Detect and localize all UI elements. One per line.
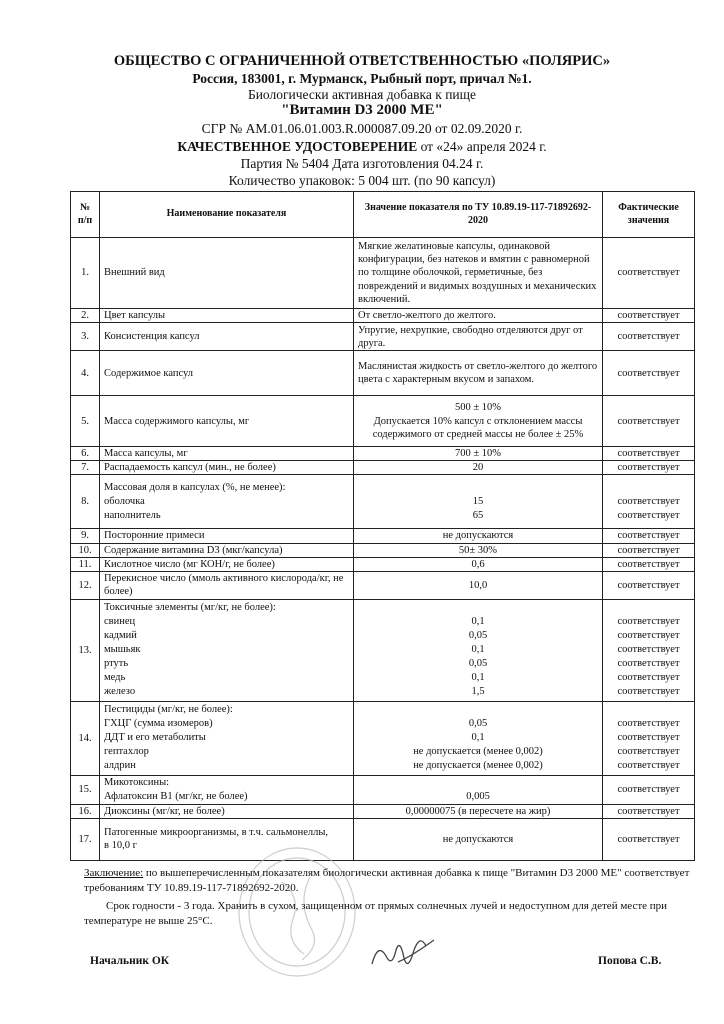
row-name <box>100 701 354 775</box>
row-sub-name: Афлатоксин В1 (мг/кг, не более) <box>104 790 248 802</box>
table-row <box>71 599 695 701</box>
row-actual: соответствует <box>603 571 695 599</box>
header-name: Наименование показателя <box>100 192 354 238</box>
row-actual: соответствует <box>603 323 695 351</box>
row-sub-value: 1,5 <box>471 686 485 698</box>
row-value-main: 500 ± 10% <box>454 402 501 414</box>
row-num: 3. <box>71 323 100 351</box>
table-row <box>71 475 695 529</box>
row-value: 10,0 <box>354 571 603 599</box>
row-sub-actual: соответствует <box>617 718 680 730</box>
row-value <box>354 475 603 529</box>
row-sub-name: кадмий <box>104 630 137 642</box>
row-num: 5. <box>71 396 100 447</box>
row-num: 11. <box>71 557 100 571</box>
row-sub-value: 0,1 <box>471 672 485 684</box>
row-actual: соответствует <box>603 351 695 396</box>
row-sub-name: наполнитель <box>104 509 161 521</box>
header-value: Значение показателя по ТУ 10.89.19-117-71892692-2020 <box>354 192 603 238</box>
row-sub-actual: соответствует <box>617 630 680 642</box>
row-value <box>354 599 603 701</box>
row-num: 4. <box>71 351 100 396</box>
batch-info: Партия № 5404 Дата изготовления 04.24 г. <box>240 156 484 171</box>
row-sub-value: 0,1 <box>471 616 485 628</box>
row-value: не допускаются <box>354 818 603 860</box>
row-sub-value: 0,05 <box>468 658 488 670</box>
row-num: 17. <box>71 818 100 860</box>
table-header-row <box>71 192 695 238</box>
row-num: 14. <box>71 701 100 775</box>
row-value: От светло-желтого до желтого. <box>354 309 603 323</box>
row-name: Масса капсулы, мг <box>100 447 354 461</box>
row-sub-name: мышьяк <box>104 644 141 656</box>
row-sub-name: свинец <box>104 616 136 628</box>
row-name: Посторонние примеси <box>100 529 354 543</box>
row-actual: соответствует <box>603 557 695 571</box>
table-row <box>71 701 695 775</box>
row-sub-actual: соответствует <box>617 672 680 684</box>
row-name <box>100 775 354 804</box>
row-sub-name: гептахлор <box>104 746 149 758</box>
row-value: Мягкие желатиновые капсулы, одинаковой конфигурации, без натеков и вмятин с равномерной по толщине оболочкой, герметичные, без повреждений и видимых воздушных и механических включений. <box>354 238 603 309</box>
table-row <box>71 351 695 396</box>
row-sub-actual: соответствует <box>617 760 680 772</box>
table-row <box>71 818 695 860</box>
sgr-number: СГР № AM.01.06.01.003.R.000087.09.20 от 02.09.2020 г. <box>201 121 523 136</box>
table-row <box>71 461 695 475</box>
table-row <box>71 309 695 323</box>
row-value: Упругие, нехрупкие, свободно отделяются друг от друга. <box>354 323 603 351</box>
row-num: 8. <box>71 475 100 529</box>
row-actual: соответствует <box>603 396 695 447</box>
conclusion-label: Заключение: <box>84 867 144 879</box>
table-row <box>71 571 695 599</box>
row-num: 6. <box>71 447 100 461</box>
row-name-title: Патогенные микроорганизмы, в т.ч. сальмонеллы, <box>104 827 329 839</box>
row-num: 9. <box>71 529 100 543</box>
row-actual: соответствует <box>603 543 695 557</box>
row-sub-name: железо <box>104 686 136 698</box>
row-name: Содержимое капсул <box>100 351 354 396</box>
row-actual: соответствует <box>603 461 695 475</box>
row-sub-value: не допускается (менее 0,002) <box>413 760 543 772</box>
row-sub-actual: соответствует <box>617 658 680 670</box>
row-name-cont: в 10,0 г <box>104 840 137 852</box>
signature <box>368 928 438 978</box>
product-type: Биологически активная добавка к пище <box>247 87 477 102</box>
row-actual: соответствует <box>603 309 695 323</box>
row-name <box>100 599 354 701</box>
table-row <box>71 775 695 804</box>
row-sub-value: 0,1 <box>471 732 485 744</box>
row-num: 1. <box>71 238 100 309</box>
row-actual: соответствует <box>603 775 695 804</box>
row-num: 10. <box>71 543 100 557</box>
org-address: Россия, 183001, г. Мурманск, Рыбный порт, причал №1. <box>192 71 532 86</box>
row-sub-value: 0,1 <box>471 644 485 656</box>
row-value: Маслянистая жидкость от светло-желтого до желтого цвета с характерным вкусом и запахом. <box>354 351 603 396</box>
certificate-date: от «24» апреля 2024 г. <box>417 139 547 154</box>
row-num: 15. <box>71 775 100 804</box>
row-sub-value: не допускается (менее 0,002) <box>413 746 543 758</box>
row-value: 0,00000075 (в пересчете на жир) <box>354 804 603 818</box>
row-name-title: Токсичные элементы (мг/кг, не более): <box>104 602 276 614</box>
row-value <box>354 775 603 804</box>
row-name: Консистенция капсул <box>100 323 354 351</box>
row-name-title: Массовая доля в капсулах (%, не менее): <box>104 481 286 493</box>
certificate-heading: КАЧЕСТВЕННОЕ УДОСТОВЕРЕНИЕ <box>177 139 418 154</box>
row-sub-value: 0,005 <box>466 790 490 802</box>
spec-table <box>70 191 695 861</box>
row-value: 700 ± 10% <box>354 447 603 461</box>
row-sub-name: ртуть <box>104 658 129 670</box>
shelf-life: Срок годности - 3 года. Хранить в сухом, защищенном от прямых солнечных лучей и недоступном для детей месте при температуре не выше 25°C. <box>84 900 668 927</box>
table-row <box>71 396 695 447</box>
row-sub-name: ДДТ и его метаболиты <box>104 732 206 744</box>
row-actual: соответствует <box>603 447 695 461</box>
row-sub-value: 0,05 <box>468 630 488 642</box>
row-sub-value: 0,05 <box>468 718 488 730</box>
row-sub-actual: соответствует <box>617 644 680 656</box>
row-sub-actual: соответствует <box>617 495 680 507</box>
row-actual: соответствует <box>603 529 695 543</box>
row-actual: соответствует <box>603 804 695 818</box>
row-actual <box>603 599 695 701</box>
org-name: ОБЩЕСТВО С ОГРАНИЧЕННОЙ ОТВЕТСТВЕННОСТЬЮ «ПОЛЯРИС» <box>113 53 611 69</box>
row-sub-actual: соответствует <box>617 616 680 628</box>
package-quantity: Количество упаковок: 5 004 шт. (по 90 капсул) <box>228 173 496 188</box>
row-value: не допускаются <box>354 529 603 543</box>
header-actual: Фактические значения <box>603 192 695 238</box>
signatory-name: Попова С.В. <box>598 955 662 967</box>
row-sub-name: оболочка <box>104 495 145 507</box>
row-value: 50± 30% <box>354 543 603 557</box>
row-actual: соответствует <box>603 238 695 309</box>
table-row <box>71 323 695 351</box>
certificate-title <box>0 140 724 154</box>
row-name <box>100 475 354 529</box>
row-sub-name: алдрин <box>104 760 136 772</box>
row-num: 7. <box>71 461 100 475</box>
header-num: № п/п <box>71 192 100 238</box>
table-row <box>71 804 695 818</box>
row-value <box>354 396 603 447</box>
row-name: Внешний вид <box>100 238 354 309</box>
row-sub-name: медь <box>104 672 126 684</box>
row-sub-actual: соответствует <box>617 686 680 698</box>
row-actual <box>603 475 695 529</box>
row-value: 0,6 <box>354 557 603 571</box>
row-value <box>354 701 603 775</box>
row-sub-actual: соответствует <box>617 509 680 521</box>
row-value-note: Допускается 10% капсул с отклонением массы содержимого от средней массы не более ± 25% <box>372 415 584 440</box>
row-name: Содержание витамина D3 (мкг/капсула) <box>100 543 354 557</box>
row-sub-actual: соответствует <box>617 746 680 758</box>
row-sub-value: 65 <box>472 509 484 521</box>
row-name: Перекисное число (ммоль активного кислорода/кг, не более) <box>100 571 354 599</box>
row-num: 2. <box>71 309 100 323</box>
product-name: "Витамин D3 2000 МЕ" <box>281 102 443 118</box>
signatory-title: Начальник ОК <box>90 955 170 967</box>
row-actual: соответствует <box>603 818 695 860</box>
row-name: Распадаемость капсул (мин., не более) <box>100 461 354 475</box>
table-row <box>71 557 695 571</box>
row-name: Кислотное число (мг КОН/г, не более) <box>100 557 354 571</box>
row-num: 13. <box>71 599 100 701</box>
row-num: 16. <box>71 804 100 818</box>
row-name-title: Пестициды (мг/кг, не более): <box>104 704 233 716</box>
table-row <box>71 543 695 557</box>
row-value: 20 <box>354 461 603 475</box>
table-row <box>71 447 695 461</box>
row-sub-value: 15 <box>472 495 484 507</box>
row-name: Диоксины (мг/кг, не более) <box>100 804 354 818</box>
row-name-title: Микотоксины: <box>104 776 170 788</box>
row-sub-actual: соответствует <box>617 732 680 744</box>
row-name: Цвет капсулы <box>100 309 354 323</box>
row-sub-name: ГХЦГ (сумма изомеров) <box>104 718 213 730</box>
conclusion-text: по вышеперечисленным показателям биологически активная добавка к пище "Витамин D3 2000 МЕ" соответствует требованиям ТУ 10.89.19-117-71892692-2020. <box>84 867 690 894</box>
row-name: Масса содержимого капсулы, мг <box>100 396 354 447</box>
table-row <box>71 238 695 309</box>
row-num: 12. <box>71 571 100 599</box>
conclusion <box>84 866 696 896</box>
table-row <box>71 529 695 543</box>
row-actual <box>603 701 695 775</box>
